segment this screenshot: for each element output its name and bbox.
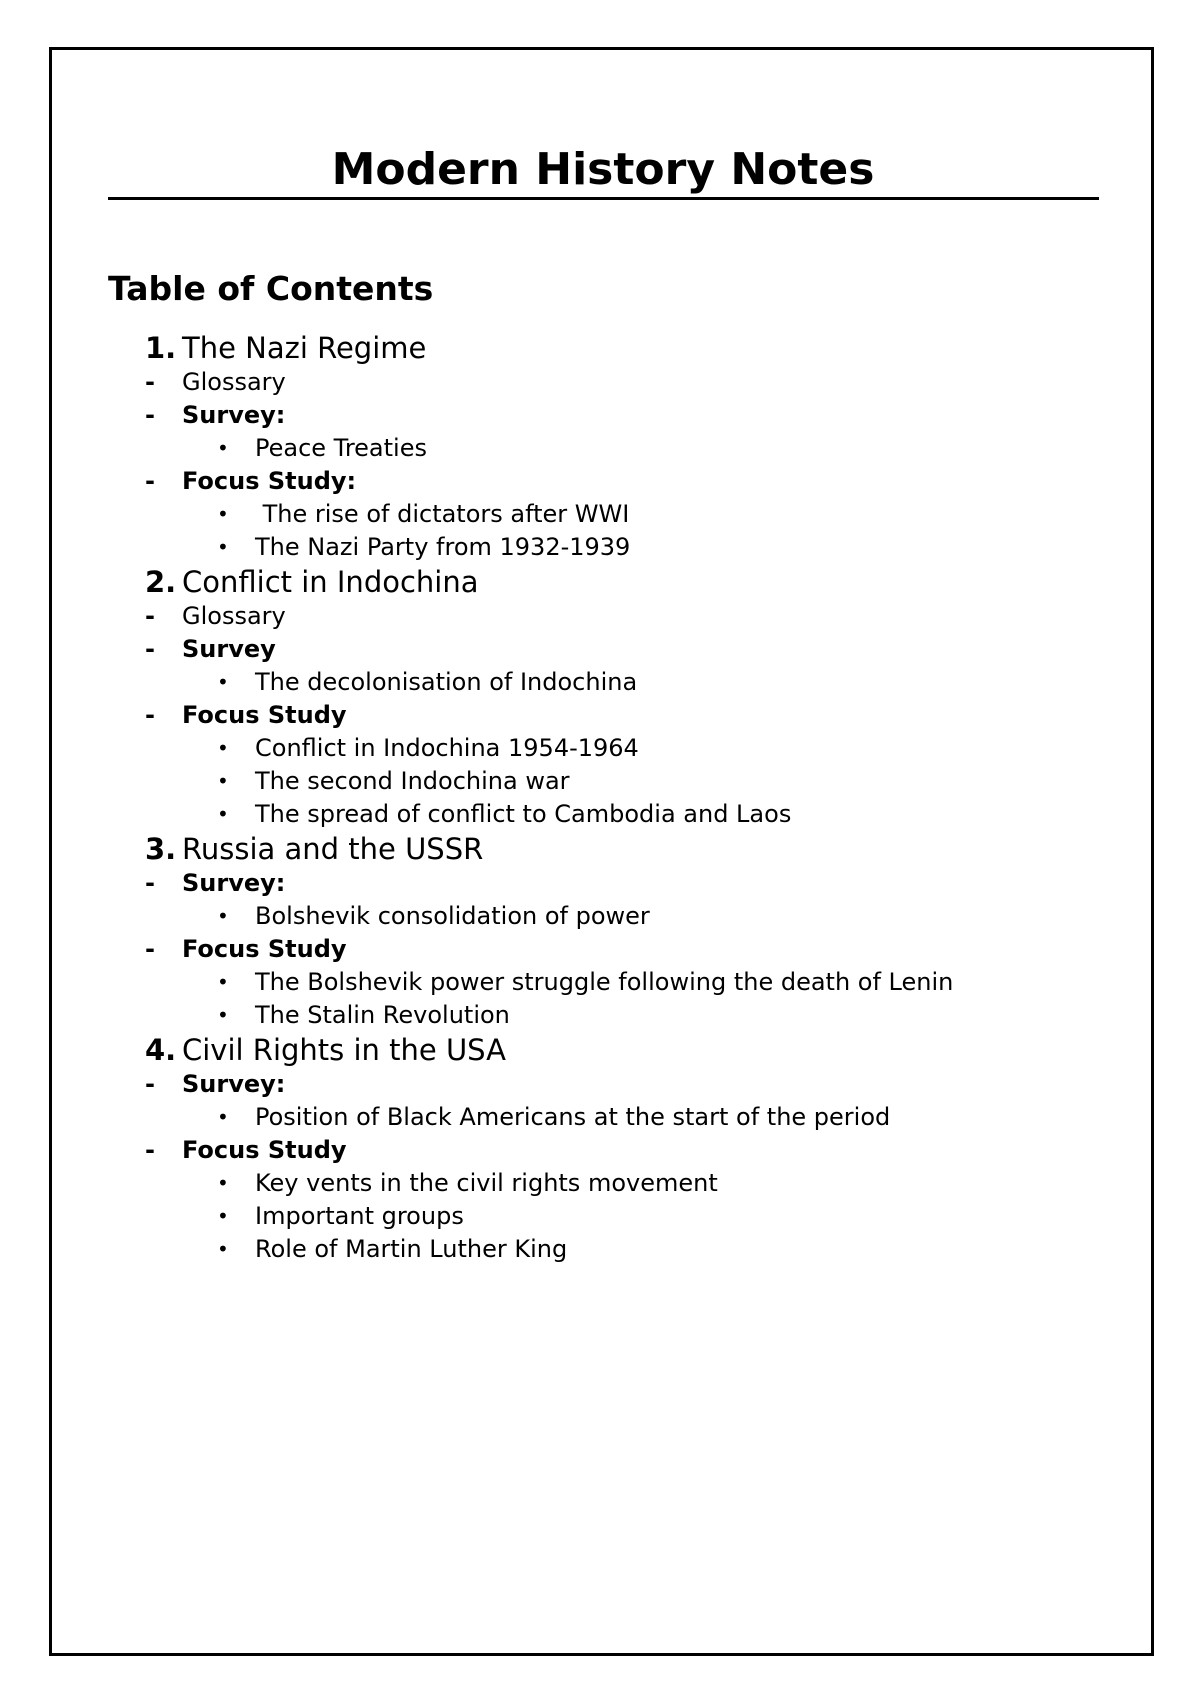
section-title: Russia and the USSR <box>182 832 484 866</box>
bullet-icon: • <box>217 904 229 928</box>
toc-list-item <box>0 999 1200 1032</box>
toc-list-item <box>0 1167 1200 1200</box>
toc-list-item <box>0 966 1200 999</box>
list-item-label: The spread of conflict to Cambodia and Laos <box>255 800 792 828</box>
toc-list-item <box>0 432 1200 465</box>
bullet-icon: • <box>217 736 229 760</box>
toc-subsection-row <box>0 399 1200 432</box>
toc-list-item <box>0 900 1200 933</box>
toc-subsection-row <box>0 366 1200 399</box>
subsection-label: Survey: <box>182 869 286 897</box>
section-title: Civil Rights in the USA <box>182 1033 506 1067</box>
list-item-label: Conflict in Indochina 1954-1964 <box>255 734 639 762</box>
toc-subsection-row <box>0 1068 1200 1101</box>
subsection-label: Survey: <box>182 1070 286 1098</box>
toc-subsection-row <box>0 600 1200 633</box>
bullet-icon: • <box>217 436 229 460</box>
subsection-label: Survey: <box>182 401 286 429</box>
list-item-label: Bolshevik consolidation of power <box>255 902 650 930</box>
list-item-label: The Bolshevik power struggle following the death of Lenin <box>255 968 954 996</box>
toc-list-item <box>0 1233 1200 1266</box>
list-item-label: Position of Black Americans at the start of the period <box>255 1103 891 1131</box>
subsection-label: Glossary <box>182 368 286 396</box>
toc-list-item <box>0 1200 1200 1233</box>
toc-subsection-row <box>0 1134 1200 1167</box>
dash-marker: - <box>145 1136 155 1164</box>
dash-marker: - <box>145 602 155 630</box>
list-item-label: The Stalin Revolution <box>255 1001 510 1029</box>
bullet-icon: • <box>217 535 229 559</box>
toc-list-item <box>0 1101 1200 1134</box>
section-title: The Nazi Regime <box>182 331 427 365</box>
document-title: Modern History Notes <box>331 144 875 195</box>
dash-marker: - <box>145 935 155 963</box>
toc-subsection-row <box>0 933 1200 966</box>
section-title: Conflict in Indochina <box>182 565 479 599</box>
list-item-label: The Nazi Party from 1932-1939 <box>255 533 631 561</box>
dash-marker: - <box>145 368 155 396</box>
section-number: 2. <box>145 565 177 599</box>
toc-subsection-row <box>0 633 1200 666</box>
bullet-icon: • <box>217 769 229 793</box>
dash-marker: - <box>145 635 155 663</box>
dash-marker: - <box>145 467 155 495</box>
toc-section-row <box>0 564 1200 600</box>
list-item-label: Key vents in the civil rights movement <box>255 1169 718 1197</box>
toc-subsection-row <box>0 699 1200 732</box>
toc-list-item <box>0 531 1200 564</box>
list-item-label: Important groups <box>255 1202 464 1230</box>
subsection-label: Survey <box>182 635 276 663</box>
subsection-label: Focus Study: <box>182 467 357 495</box>
toc-list-item <box>0 666 1200 699</box>
list-item-label: The second Indochina war <box>255 767 570 795</box>
dash-marker: - <box>145 401 155 429</box>
dash-marker: - <box>145 869 155 897</box>
toc-list-item <box>0 765 1200 798</box>
toc-section-row <box>0 1032 1200 1068</box>
title-underline <box>108 197 1099 200</box>
bullet-icon: • <box>217 502 229 526</box>
bullet-icon: • <box>217 1171 229 1195</box>
toc-section-row <box>0 330 1200 366</box>
toc-list-item <box>0 732 1200 765</box>
subsection-label: Focus Study <box>182 701 347 729</box>
subsection-label: Focus Study <box>182 1136 347 1164</box>
bullet-icon: • <box>217 970 229 994</box>
table-of-contents <box>0 330 1200 1266</box>
subsection-label: Focus Study <box>182 935 347 963</box>
bullet-icon: • <box>217 1105 229 1129</box>
section-number: 4. <box>145 1033 177 1067</box>
section-number: 3. <box>145 832 177 866</box>
section-number: 1. <box>145 331 177 365</box>
list-item-label: The rise of dictators after WWI <box>255 500 630 528</box>
toc-section-row <box>0 831 1200 867</box>
toc-subsection-row <box>0 867 1200 900</box>
list-item-label: The decolonisation of Indochina <box>255 668 638 696</box>
dash-marker: - <box>145 1070 155 1098</box>
list-item-label: Role of Martin Luther King <box>255 1235 568 1263</box>
toc-heading: Table of Contents <box>108 269 434 308</box>
bullet-icon: • <box>217 1003 229 1027</box>
subsection-label: Glossary <box>182 602 286 630</box>
bullet-icon: • <box>217 670 229 694</box>
bullet-icon: • <box>217 1237 229 1261</box>
toc-list-item <box>0 498 1200 531</box>
bullet-icon: • <box>217 802 229 826</box>
toc-subsection-row <box>0 465 1200 498</box>
list-item-label: Peace Treaties <box>255 434 427 462</box>
bullet-icon: • <box>217 1204 229 1228</box>
toc-list-item <box>0 798 1200 831</box>
dash-marker: - <box>145 701 155 729</box>
